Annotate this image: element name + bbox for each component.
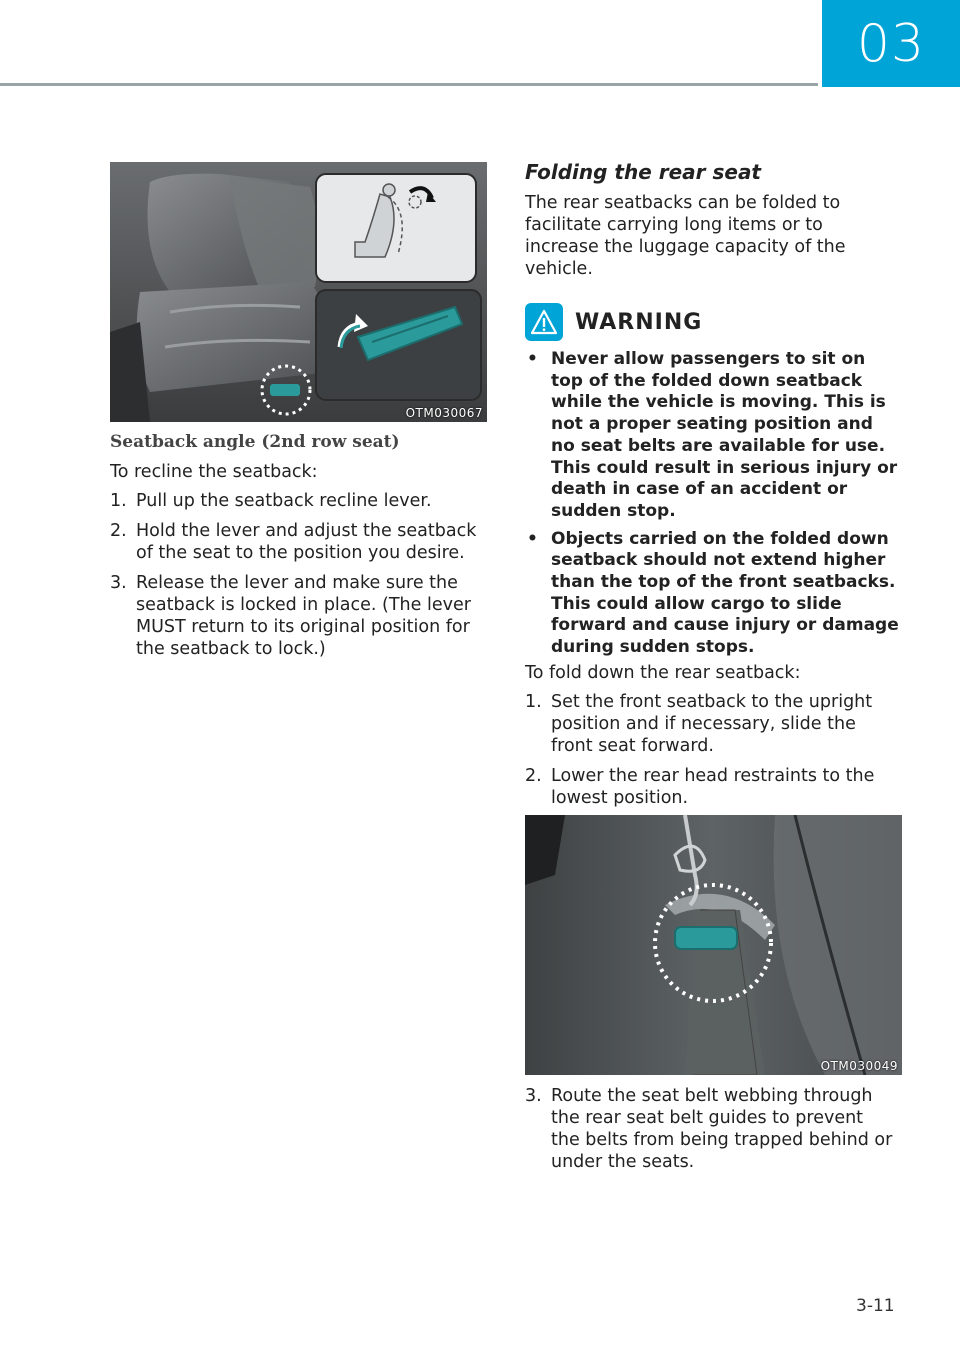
figure-code: OTM030049 <box>820 1059 898 1073</box>
list-item: • Never allow passengers to sit on top of the folded down seatback while the vehicle is moving. This is not a proper seating position and no seat belts are available for use. This could result in serious injury or death in case of an accident or sudden stop. <box>527 349 898 521</box>
list-item: 2. Lower the rear head restraints to the lowest position. <box>525 766 875 808</box>
list-item: • Objects carried on the folded down seatback should not extend higher than the top of the front seatbacks. This could allow cargo to slide forward and cause injury or damage during sudden stops. <box>527 528 899 658</box>
header-rule <box>0 83 818 86</box>
list-item: 2. Hold the lever and adjust the seatback of the seat to the position you desire. <box>110 521 477 563</box>
recline-intro: To recline the seatback: <box>110 462 318 482</box>
fold-steps <box>525 691 895 817</box>
figure-caption: Seatback angle (2nd row seat) <box>110 432 400 452</box>
seat-belt-guide-figure <box>525 815 902 1075</box>
list-item: 1. Set the front seatback to the upright position and if necessary, slide the front seat forward. <box>525 692 873 756</box>
fold-intro: To fold down the rear seatback: <box>525 663 801 683</box>
list-item: 1. Pull up the seatback recline lever. <box>110 491 432 511</box>
chapter-tab: 03 <box>822 0 960 87</box>
section-title: Folding the rear seat <box>525 160 761 184</box>
recline-steps <box>110 490 490 668</box>
seat-recline-illustration <box>110 162 487 422</box>
figure-code: OTM030067 <box>405 406 483 420</box>
seat-recline-figure <box>110 162 487 422</box>
section-intro: The rear seatbacks can be folded to facilitate carrying long items or to increase the luggage capacity of the vehicle. <box>525 193 846 279</box>
warning-title: WARNING <box>575 309 703 335</box>
page-number: 3-11 <box>856 1296 895 1316</box>
warning-icon <box>525 303 563 341</box>
list-item: 3. Route the seat belt webbing through the rear seat belt guides to prevent the belts from being trapped behind or under the seats. <box>525 1086 893 1172</box>
fold-steps-continued <box>525 1085 895 1181</box>
list-item: 3. Release the lever and make sure the seatback is locked in place. (The lever MUST return to its original position for the seatback to lock.) <box>110 573 471 659</box>
warning-list <box>525 349 900 665</box>
warning-header <box>525 303 702 341</box>
seat-belt-guide-illustration <box>525 815 902 1075</box>
